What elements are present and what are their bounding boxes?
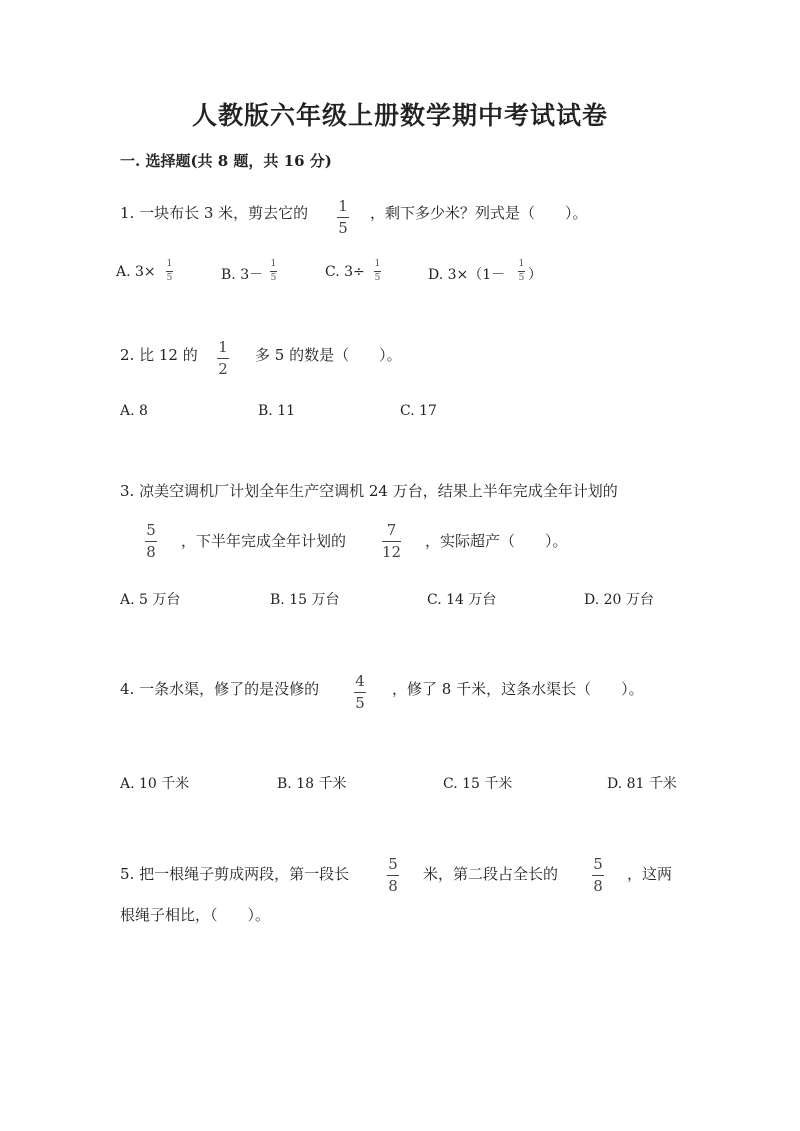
fraction-numerator: 1 — [518, 259, 525, 269]
option-a[interactable] — [116, 264, 156, 280]
question-5-text-line2: 根绳子相比，（ ）。 — [120, 906, 271, 924]
fraction-numerator: 5 — [388, 855, 398, 873]
option-d[interactable]: D. 81 千米 — [607, 776, 677, 792]
fraction — [518, 260, 525, 283]
fraction-denominator: 8 — [146, 543, 156, 561]
option-c[interactable]: C. 15 千米 — [443, 776, 513, 792]
question-5-text-end: ，这两 — [627, 865, 673, 883]
fraction-numerator: 1 — [218, 338, 228, 356]
question-4-text: 4. 一条水渠，修了的是没修的 — [120, 680, 320, 698]
fraction-bar — [592, 875, 604, 876]
fraction-numerator: 7 — [386, 521, 397, 539]
fraction — [382, 523, 401, 560]
fraction-denominator: 5 — [374, 273, 381, 283]
question-5-text-mid: 米，第二段占全长的 — [423, 865, 559, 883]
option-a[interactable]: A. 5 万台 — [120, 592, 181, 608]
fraction-bar — [382, 541, 401, 542]
question-4-text-end: ，修了 8 千米，这条水渠长（ ）。 — [392, 680, 644, 698]
question-1-text: 1. 一块布长 3 米，剪去它的 — [120, 204, 309, 222]
fraction-bar — [387, 875, 399, 876]
option-c[interactable] — [325, 264, 365, 280]
section-heading: 一. 选择题(共 8 题，共 16 分) — [120, 152, 332, 170]
fraction-numerator: 1 — [338, 197, 348, 215]
fraction-denominator: 5 — [518, 273, 525, 283]
fraction-bar — [217, 358, 229, 359]
fraction-denominator: 5 — [338, 219, 348, 237]
fraction-denominator: 5 — [355, 694, 365, 712]
fraction-bar — [145, 541, 157, 542]
option-label: C. 3÷ — [325, 264, 365, 280]
fraction — [354, 674, 366, 711]
fraction — [217, 340, 229, 377]
question-3-text-mid: ，下半年完成全年计划的 — [181, 532, 347, 550]
fraction-bar — [354, 692, 366, 693]
option-label: A. 3× — [116, 264, 156, 280]
fraction — [166, 260, 173, 283]
fraction-bar — [518, 271, 525, 272]
question-1-text-end: ，剩下多少米？列式是（ ）。 — [370, 204, 588, 222]
fraction — [387, 857, 399, 894]
question-3-text-end: ，实际超产（ ）。 — [425, 532, 568, 550]
fraction-denominator: 2 — [218, 360, 228, 378]
option-a[interactable]: A. 8 — [120, 403, 148, 419]
fraction — [270, 260, 277, 283]
option-label: D. 3×（1－ — [428, 267, 506, 283]
question-2-text-end: 多 5 的数是（ ）。 — [255, 346, 402, 364]
fraction — [337, 199, 349, 236]
fraction-bar — [270, 271, 277, 272]
fraction-denominator: 8 — [593, 877, 603, 895]
fraction-bar — [337, 217, 349, 218]
option-d-close: ） — [528, 267, 542, 283]
fraction-numerator: 1 — [270, 259, 277, 269]
option-label: B. 3－ — [221, 267, 264, 283]
fraction-numerator: 1 — [374, 259, 381, 269]
fraction-denominator: 8 — [388, 877, 398, 895]
option-d[interactable]: D. 20 万台 — [584, 592, 654, 608]
option-b[interactable]: B. 18 千米 — [277, 776, 347, 792]
fraction-numerator: 5 — [593, 855, 603, 873]
fraction-bar — [166, 271, 173, 272]
fraction-numerator: 1 — [166, 259, 173, 269]
question-3-text: 3. 凉美空调机厂计划全年生产空调机 24 万台，结果上半年完成全年计划的 — [120, 482, 618, 500]
option-b[interactable]: B. 11 — [258, 403, 296, 419]
option-a[interactable]: A. 10 千米 — [120, 776, 190, 792]
option-c[interactable]: C. 17 — [400, 403, 437, 419]
question-5-text: 5. 把一根绳子剪成两段，第一段长 — [120, 865, 350, 883]
fraction — [592, 857, 604, 894]
fraction — [374, 260, 381, 283]
option-d[interactable] — [428, 264, 505, 284]
fraction-denominator: 12 — [382, 543, 402, 561]
question-2-text: 2. 比 12 的 — [120, 346, 198, 364]
option-c[interactable]: C. 14 万台 — [427, 592, 497, 608]
option-b[interactable] — [221, 264, 263, 284]
fraction-bar — [374, 271, 381, 272]
fraction-denominator: 5 — [166, 273, 173, 283]
fraction-numerator: 4 — [355, 672, 365, 690]
fraction-denominator: 5 — [270, 273, 277, 283]
fraction-numerator: 5 — [146, 521, 156, 539]
fraction — [145, 523, 157, 560]
page-title: 人教版六年级上册数学期中考试试卷 — [191, 101, 608, 130]
option-b[interactable]: B. 15 万台 — [270, 592, 340, 608]
